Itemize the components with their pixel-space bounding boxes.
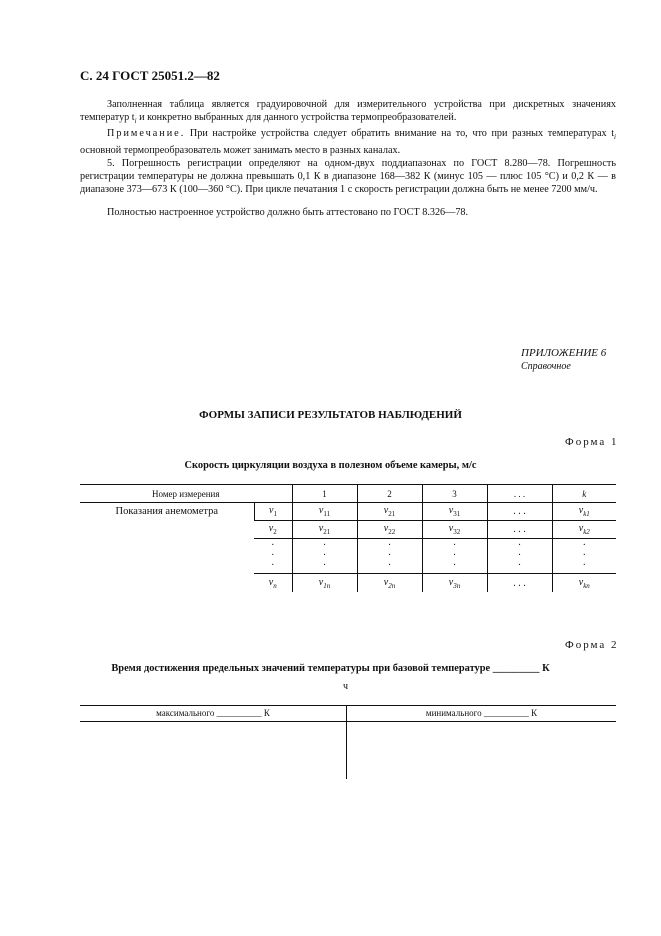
table-cell — [422, 521, 487, 539]
table-cell — [422, 574, 487, 593]
form2-unit: ч — [343, 681, 349, 692]
header-cell: 2 — [357, 485, 422, 503]
table-cell — [357, 574, 422, 593]
table-cell — [357, 503, 422, 521]
subscript: 21 — [388, 510, 396, 518]
dot: · — [387, 540, 392, 551]
table-cell: . . . — [487, 521, 552, 539]
vertical-dots — [487, 539, 552, 574]
dot: · — [452, 540, 457, 551]
var: v — [383, 523, 389, 534]
column-min: минимального __________ К — [425, 708, 538, 718]
dot: · — [322, 540, 327, 551]
var: v — [578, 505, 584, 516]
table-cell — [357, 521, 422, 539]
header-k: k — [582, 488, 587, 499]
header-cell: Номер измерения — [80, 485, 292, 503]
table-border — [80, 721, 616, 722]
appendix-subtitle: Справочное — [521, 361, 571, 372]
table-cell — [422, 503, 487, 521]
dot: · — [387, 560, 392, 571]
paragraph-note — [80, 127, 616, 157]
dot: · — [271, 560, 275, 571]
subscript: 32 — [453, 528, 461, 536]
form2-label: Форма 2 — [565, 639, 619, 651]
appendix-heading — [521, 347, 606, 373]
table-cell — [552, 521, 616, 539]
vertical-dots — [254, 539, 292, 574]
dot: · — [452, 550, 457, 561]
dot: · — [582, 550, 586, 561]
note-label: Примечание. — [107, 128, 186, 139]
var: v — [268, 576, 274, 588]
var: v — [269, 505, 274, 516]
vertical-dots — [292, 539, 357, 574]
dot: · — [452, 560, 457, 571]
subscript: 1 — [273, 510, 277, 518]
var: v — [578, 523, 584, 534]
table-cell — [292, 503, 357, 521]
header-cell: 1 — [292, 485, 357, 503]
table-cell — [292, 521, 357, 539]
subscript: 22 — [388, 528, 396, 536]
section-title: ФОРМЫ ЗАПИСИ РЕЗУЛЬТАТОВ НАБЛЮДЕНИЙ — [199, 409, 462, 421]
table-cell: . . . — [487, 574, 552, 593]
dot: · — [271, 540, 275, 551]
table-cell: . . . — [487, 503, 552, 521]
dot: · — [387, 550, 392, 561]
var: v — [318, 505, 324, 516]
vertical-dots — [552, 539, 616, 574]
subscript: 11 — [323, 510, 331, 518]
column-max: максимального __________ К — [156, 708, 270, 718]
form1-caption: Скорость циркуляции воздуха в полезном объеме камеры, м/с — [184, 460, 477, 471]
header-cell: . . . — [487, 485, 552, 503]
subscript: i — [614, 133, 616, 142]
dot: · — [517, 550, 522, 561]
subscript: 2 — [273, 528, 277, 536]
dot: · — [517, 560, 522, 571]
table-cell — [552, 503, 616, 521]
paragraph-text: основной термопреобразователь может занимать место в разных каналах. — [80, 145, 401, 157]
form2-caption: Время достижения предельных значений температуры при базовой температуре _________ К — [111, 663, 550, 674]
paragraph-5: 5. Погрешность регистрации определяют на одном-двух поддиапазонах по ГОСТ 8.280—78. Погрешность регистрации температуры не должна превышать 0,1 К в диапазоне 168—382 К (минус 105 — плюс 105 °С) и 0,2 К — в диапазоне 373—673 К (100—360 °С). При цикле печатания 1 с скорость регистрации должна быть не менее 7200 мм/ч. — [80, 158, 616, 195]
paragraph-6: Полностью настроенное устройство должно быть аттестовано по ГОСТ 8.326—78. — [107, 207, 469, 218]
subscript: 21 — [323, 528, 331, 536]
table-header-row — [80, 485, 616, 503]
paragraph-text: и конкретно выбранных для данного устройства термопреобразователей. — [136, 112, 457, 123]
subscript: k1 — [583, 510, 590, 518]
subscript: 31 — [453, 510, 461, 518]
header-cell — [552, 485, 616, 503]
form1-table — [80, 484, 616, 592]
paragraph-calibration — [80, 98, 616, 128]
table-cell — [292, 574, 357, 593]
dot: · — [322, 560, 327, 571]
var: v — [318, 576, 324, 588]
subscript: k2 — [583, 528, 590, 536]
var: v — [448, 523, 454, 534]
subscript: n — [273, 581, 277, 590]
dot: · — [517, 540, 522, 551]
table-cell — [254, 503, 292, 521]
subscript: 1n — [323, 581, 331, 590]
table-border — [80, 705, 616, 706]
form2-table — [80, 705, 616, 779]
dot: · — [582, 560, 586, 571]
subscript: 3n — [453, 581, 461, 590]
var: v — [578, 576, 584, 588]
page-header: С. 24 ГОСТ 25051.2—82 — [80, 68, 220, 83]
dot: · — [582, 540, 586, 551]
var: v — [383, 576, 389, 588]
vertical-dots — [357, 539, 422, 574]
table-cell — [254, 574, 292, 593]
paragraph-text: При настройке устройства следует обратить внимание на то, что при разных температурах t — [185, 128, 615, 139]
subscript: i — [134, 117, 137, 126]
var: v — [448, 505, 454, 516]
form1-label: Форма 1 — [565, 436, 619, 448]
var: v — [268, 523, 274, 534]
vertical-dots — [422, 539, 487, 574]
appendix-title: ПРИЛОЖЕНИЕ 6 — [521, 347, 607, 359]
var: v — [448, 576, 454, 588]
var: v — [318, 523, 324, 534]
paragraph-text: Заполненная таблица является градуировочной для измерительного устройства при дискретных значениях температур t — [80, 99, 616, 123]
var: v — [383, 505, 389, 516]
row-label: Показания анемометра — [115, 506, 218, 517]
table-row — [80, 503, 616, 521]
header-cell: 3 — [422, 485, 487, 503]
table-cell — [552, 574, 616, 593]
subscript: kn — [583, 581, 590, 590]
table-cell — [254, 521, 292, 539]
dot: · — [322, 550, 327, 561]
subscript: 2n — [388, 581, 396, 590]
dot: · — [271, 550, 275, 561]
